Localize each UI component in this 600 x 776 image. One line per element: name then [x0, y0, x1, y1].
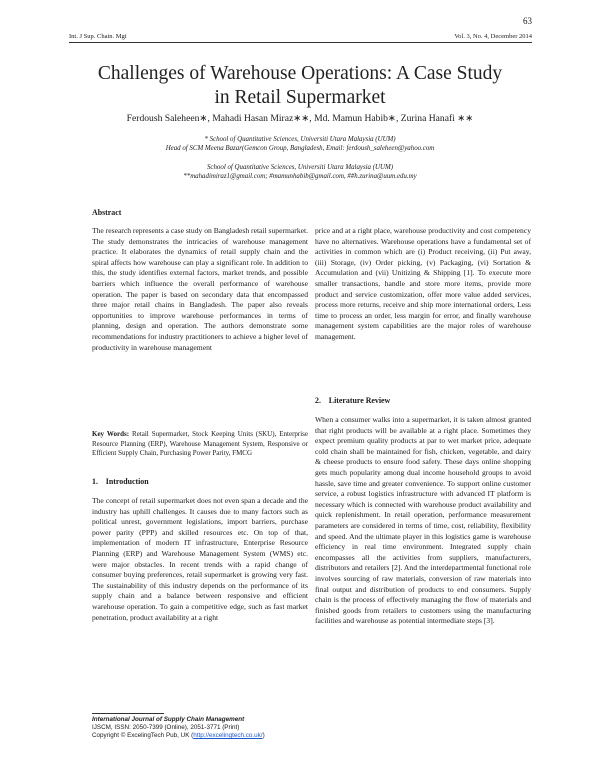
- running-head-volume: Vol. 3, No. 4, December 2014: [454, 33, 532, 40]
- abstract-heading: Abstract: [92, 208, 122, 217]
- abstract-paragraph: The research represents a case study on Bangladesh retail supermarket. The study demonstrates the intricacies of warehouse management practice. It elaborates the dynamics of retail supply chain and the spiral affects how warehouse can play a significant role. In addition to this, the study identifies external factors, market trends, and possible barriers which influence the overall performance of warehouse operation. The paper is based on secondary data that encompassed three major retail chains in Bangladesh. The paper also reveals opportunities to improve warehouse performances in terms of planning, design and operation. The authors demonstrate some recommendations for industry practitioners to achieve a higher level of productivity in warehouse management: [92, 226, 308, 352]
- introduction-continued: [315, 226, 531, 343]
- paper-title-line-1: Challenges of Warehouse Operations: A Case Study: [97, 63, 503, 84]
- introduction-paragraph: The concept of retail supermarket does not even span a decade and the industry has uphill challenges. It causes due to many factors such as political unrest, government legislations, import barriers, purchase power parity (PPP) and skilled resources etc. On top of that, implementation of modern IT infrastructure, Enterprise Resource Planning (ERP) and Warehouse Management System (WMS) etc. were major obstacles. In recent trends with a rapid change of consumer buying preferences, retail supermarket is growing very fast. The sustainability of this industry depends on the performance of its supply chain and a balance between responsive and efficient warehouse operation. To gain a competitive edge, such as fast market penetration, product availability at a right: [92, 496, 308, 622]
- publisher-link[interactable]: http://excelingtech.co.uk/: [193, 732, 263, 740]
- affiliation-line: School of Quantitative Sciences, Universiti Utara Malaysia (UUM): [206, 164, 393, 171]
- literature-review-heading: 2. Literature Review: [315, 396, 391, 405]
- footer-rule: [92, 713, 164, 714]
- running-head-journal: Int. J Sup. Chain. Mgt: [69, 33, 127, 40]
- footer-issn: IJSCM, ISSN: 2050-7399 (Online), 2051-3771 (Print): [92, 724, 240, 732]
- keywords-text: Retail Supermarket, Stock Keeping Units (SKU), Enterprise Resource Planning (ERP), Warehouse Management System, Responsive or Efficient Supply Chain, Purchasing Power Parity, FMCG: [92, 430, 309, 458]
- running-head: [69, 33, 532, 40]
- affiliation-line: **mahadimiraz1@gmail.com; #mamunhabib@gmail.com, ##h.zurina@uum.edu.my: [183, 173, 417, 181]
- affiliation-block-2: [60, 163, 540, 182]
- author-list: Ferdoush Saleheen∗, Mahadi Hasan Miraz∗∗, Md. Mamun Habib∗, Zurina Hanafi ∗∗: [126, 113, 474, 124]
- page-number: 63: [523, 16, 532, 26]
- journal-footer: [92, 716, 322, 740]
- affiliation-block-1: [60, 135, 540, 154]
- footer-copyright-line: Copyright © ExcelingTech Pub, UK (http://excelingtech.co.uk/): [92, 732, 265, 740]
- paper-title: [50, 62, 550, 110]
- footer-copyright: Copyright © ExcelingTech Pub, UK: [92, 732, 190, 740]
- abstract-text: [92, 226, 308, 353]
- footer-journal-name: International Journal of Supply Chain Management: [92, 716, 245, 723]
- introduction-text: [92, 496, 308, 623]
- introduction-paragraph-continued: price and at a right place, warehouse productivity and cost competency have no alternatives. Warehouse operations have a fundamental set of activities in common which are (i) Product receiving, (ii) Put away, (iii) Storage, (iv) Order picking, (v) Packaging, (vi) Sortation & Accumulation and (vii) Unitizing & Shipping [1]. To execute more smaller transactions, handle and store more items, provide more product and service customization, offer more value added services, process more returns, receive and ship more international orders, Less time to process an order, less margin for error, and finally warehouse management system capabilities are the major roles of warehouse management.: [315, 226, 531, 341]
- keywords: [92, 430, 308, 459]
- header-rule: [69, 42, 532, 43]
- keywords-label: Key Words:: [92, 430, 130, 438]
- affiliation-line: * School of Quantitative Sciences, Universiti Utara Malaysia (UUM): [204, 136, 396, 143]
- literature-review-paragraph: When a consumer walks into a supermarket, it is taken almost granted that right products will be available at a right place. Sometimes they expect premium quality products at par to wet market price, adequate cold chain shall be maintained for fish, chicken, vegetable, and dairy & cheese products to ensure food safety. These days online shopping gets much popularity among dual income household groups to avoid hassle, save time and greater convenience. To support online customer service, a robust logistics infrastructure with advanced IT platform is necessary which is connected with warehouse product availability and quick replenishment. In retail operation, performance measurement parameters are considered in terms of time, cost, reliability, flexibility and speed. And the ultimate player in this logistics game is warehouse efficiency in real time environment. Integrated supply chain encompasses all the activities from suppliers, manufacturers, distributors and retailers [2]. And the interdepartmental functional role involves sourcing of raw materials, conversion of raw materials into final output and distribution of products to end consumers. Supply chain is the process of effectively managing the flow of materials and finished goods from retailers to customers using the manufacturing facilities and warehouse as potential intermediate steps [3].: [315, 415, 531, 626]
- paper-title-line-2: in Retail Supermarket: [214, 87, 386, 108]
- introduction-heading: 1. Introduction: [92, 477, 149, 486]
- affiliation-line: Head of SCM Meena Bazar(Gemcon Group, Bangladesh, Email: ferdoush_saleheen@yahoo.com: [165, 145, 435, 153]
- literature-review-text: [315, 415, 531, 627]
